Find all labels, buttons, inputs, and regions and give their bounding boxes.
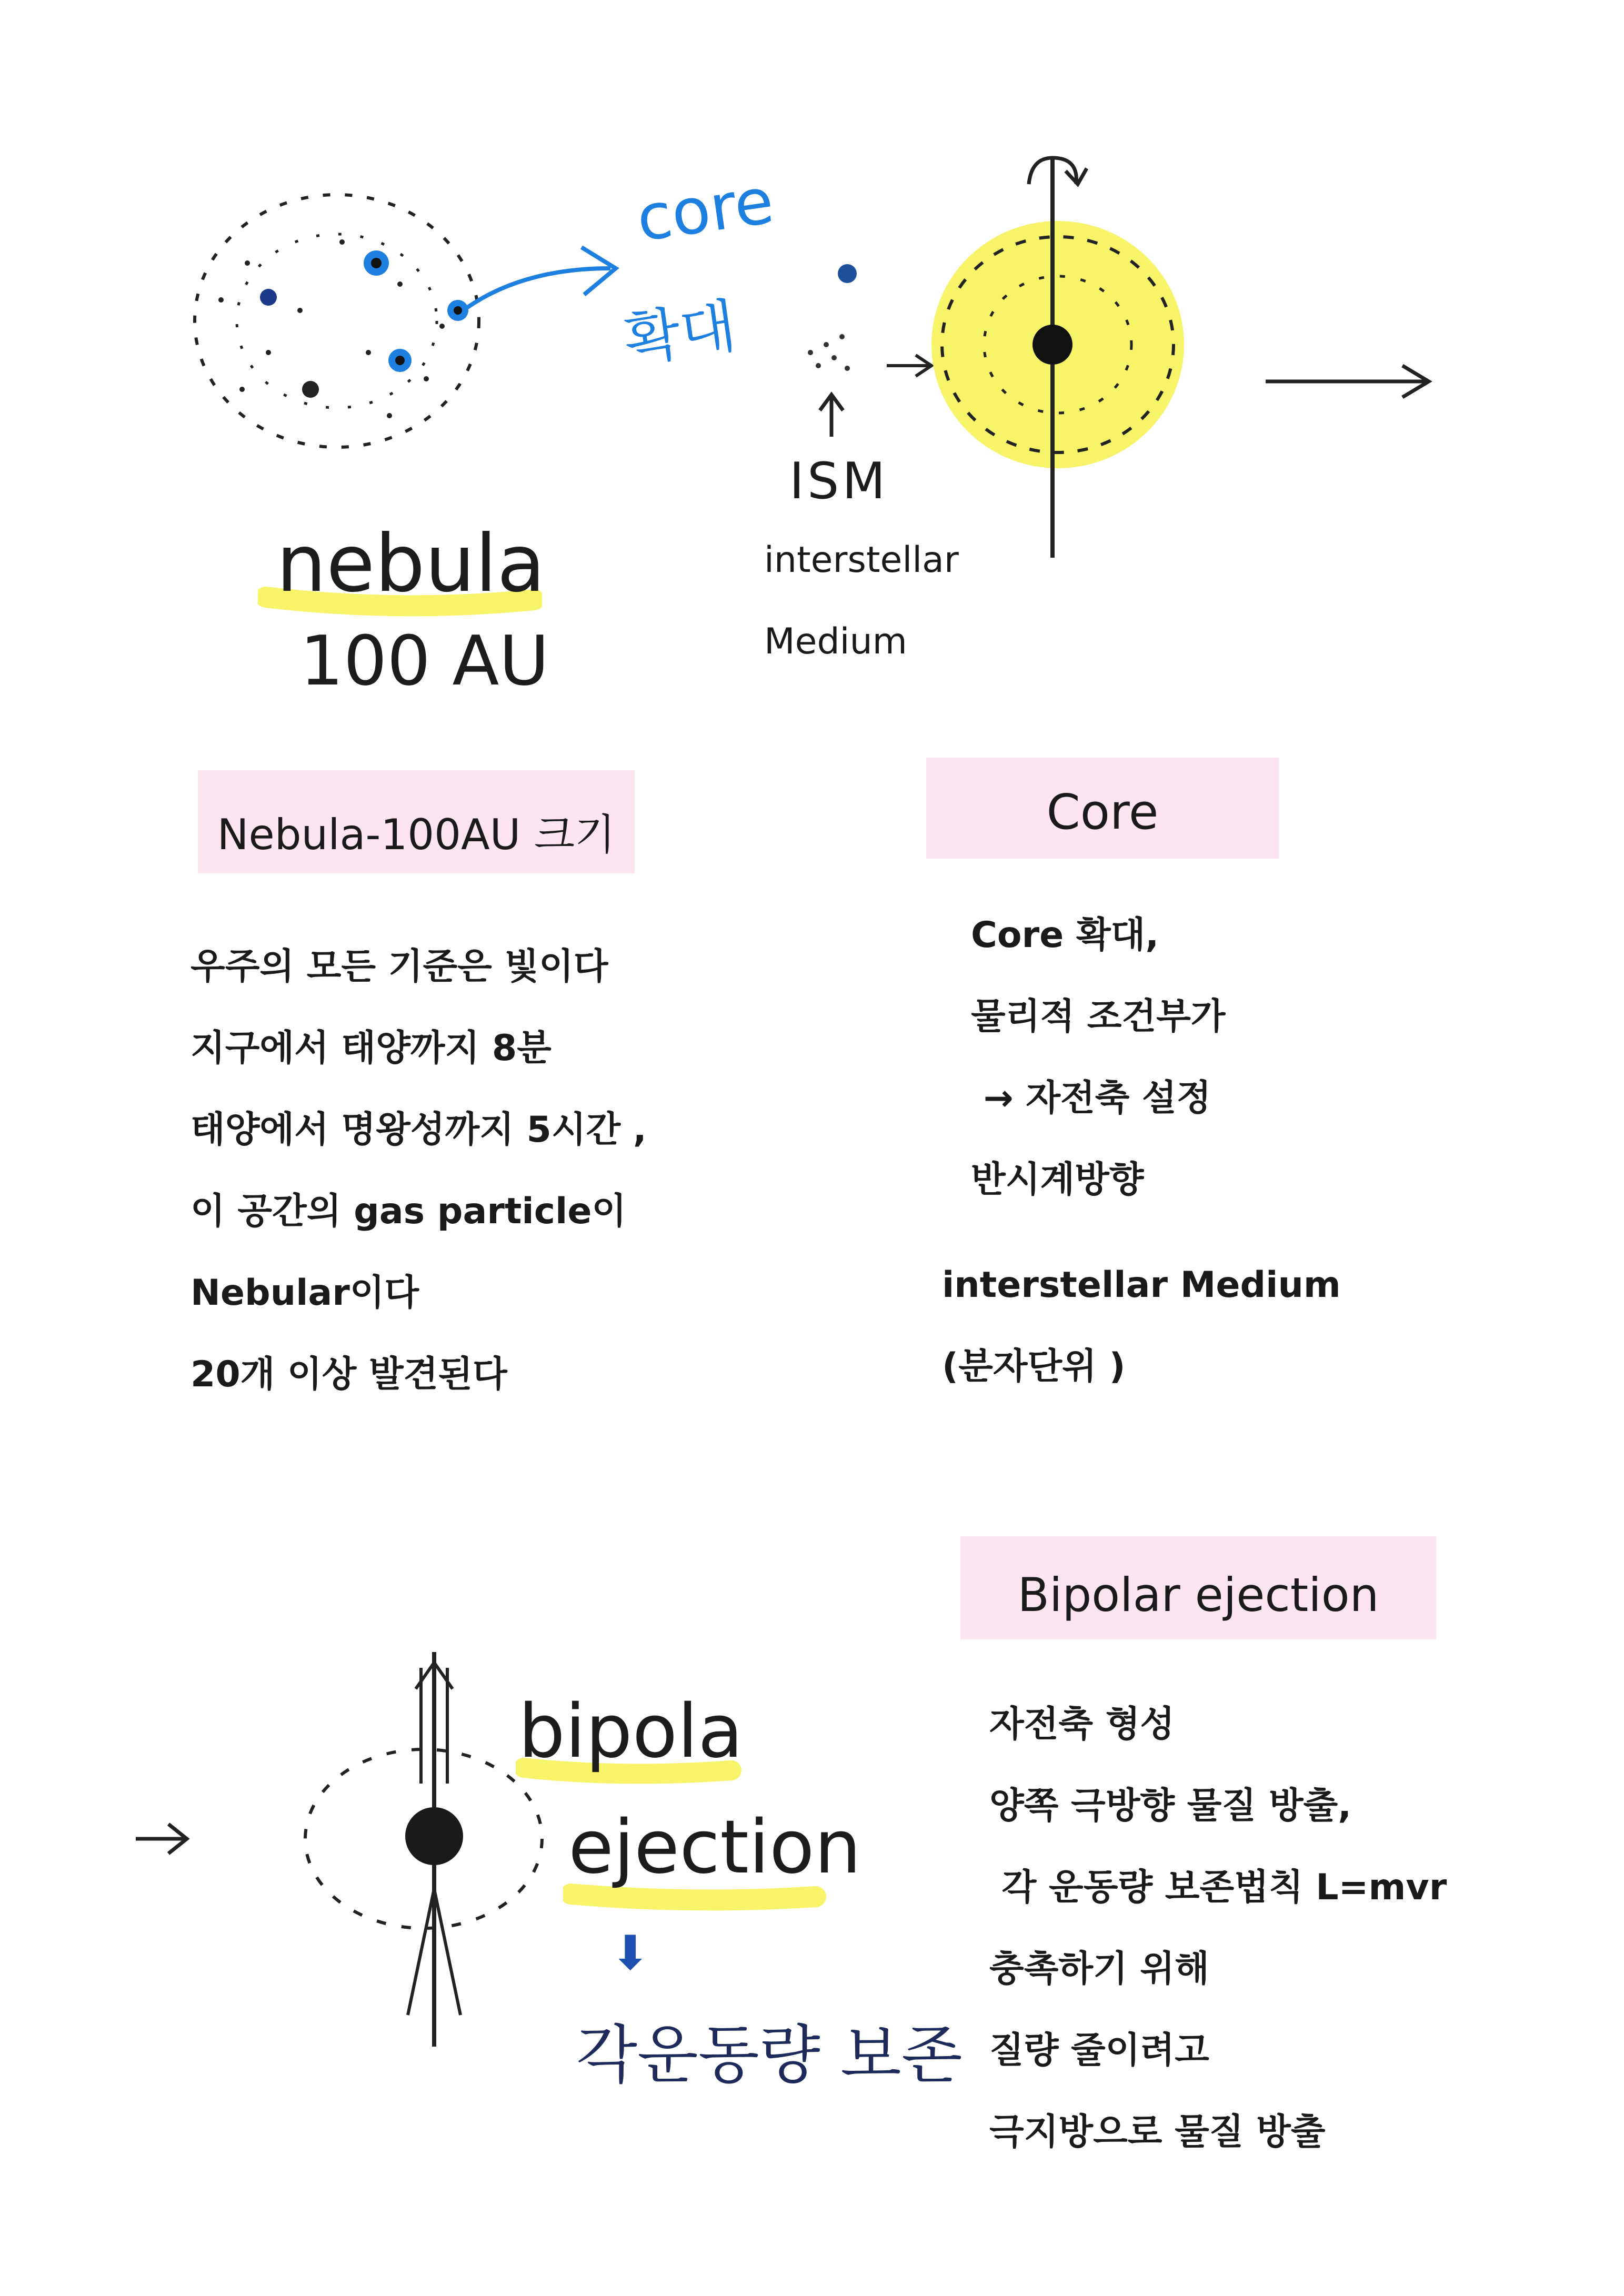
bipolar-heading: Bipolar ejection — [1017, 1568, 1379, 1622]
core-heading: Core — [1046, 784, 1159, 840]
core-line: → 자전축 설정 — [971, 1077, 1211, 1119]
bipolar-heading-box — [960, 1536, 1436, 1639]
bipolar-description — [989, 1684, 1447, 2173]
core-line: 반시계방향 — [971, 1159, 1144, 1201]
left-arrow-icon — [132, 1818, 195, 1860]
nebula-line: 지구에서 태양까지 8분 — [191, 1028, 552, 1069]
bipola-label: bipola — [518, 1689, 743, 1775]
bipolar-line: 자전축 형성 — [989, 1704, 1175, 1745]
nebula-size-label: 100 AU — [300, 621, 549, 701]
conservation-label: 각운동량 보존 — [576, 2019, 963, 2092]
bipolar-line: 극지방으로 물질 방출 — [989, 2111, 1326, 2153]
bipolar-line: 각 운동량 보존법칙 L=mvr — [989, 1867, 1447, 1908]
ism-line: interstellar Medium — [942, 1264, 1341, 1306]
nebula-label: nebula — [276, 518, 546, 610]
ism-line2: Medium — [764, 621, 907, 662]
top-sketch — [0, 0, 1624, 726]
nebula-line: 20개 이상 발견된다 — [191, 1354, 507, 1395]
nebula-heading: Nebula-100AU 크기 — [217, 810, 616, 859]
ejection-label: ejection — [568, 1805, 861, 1890]
nebula-description — [191, 926, 647, 1415]
nebula-heading-box — [198, 770, 635, 873]
ism-description — [942, 1244, 1341, 1407]
ism-line: (분자단위 ) — [942, 1346, 1126, 1387]
blue-arrow-icon — [458, 231, 631, 337]
ism-line1: interstellar — [764, 539, 959, 581]
core-line: Core 확대, — [971, 914, 1159, 956]
nebula-drawing — [179, 179, 505, 474]
right-arrow-icon — [1263, 358, 1437, 405]
nebula-line: 태양에서 명왕성까지 5시간 , — [191, 1109, 647, 1151]
ism-label: ISM — [789, 452, 889, 510]
expand-label: 확대 — [620, 291, 740, 375]
nebula-line: 이 공간의 gas particle이 — [191, 1191, 627, 1232]
down-arrow-icon: ⬇ — [610, 1927, 650, 1980]
core-heading-box — [926, 758, 1279, 859]
nebula-line: Nebular이다 — [191, 1272, 419, 1314]
core-description — [971, 894, 1226, 1221]
bipolar-line: 충촉하기 위해 — [989, 1948, 1209, 1990]
rotating-core-drawing — [926, 147, 1200, 568]
core-label: core — [632, 164, 778, 256]
nebula-line: 우주의 모든 기준은 빛이다 — [191, 946, 608, 988]
bipolar-line: 양쪽 극방향 물질 방출, — [989, 1785, 1352, 1827]
core-line: 물리적 조건부가 — [971, 996, 1226, 1038]
bipolar-line: 질량 줄이려고 — [989, 2030, 1209, 2071]
